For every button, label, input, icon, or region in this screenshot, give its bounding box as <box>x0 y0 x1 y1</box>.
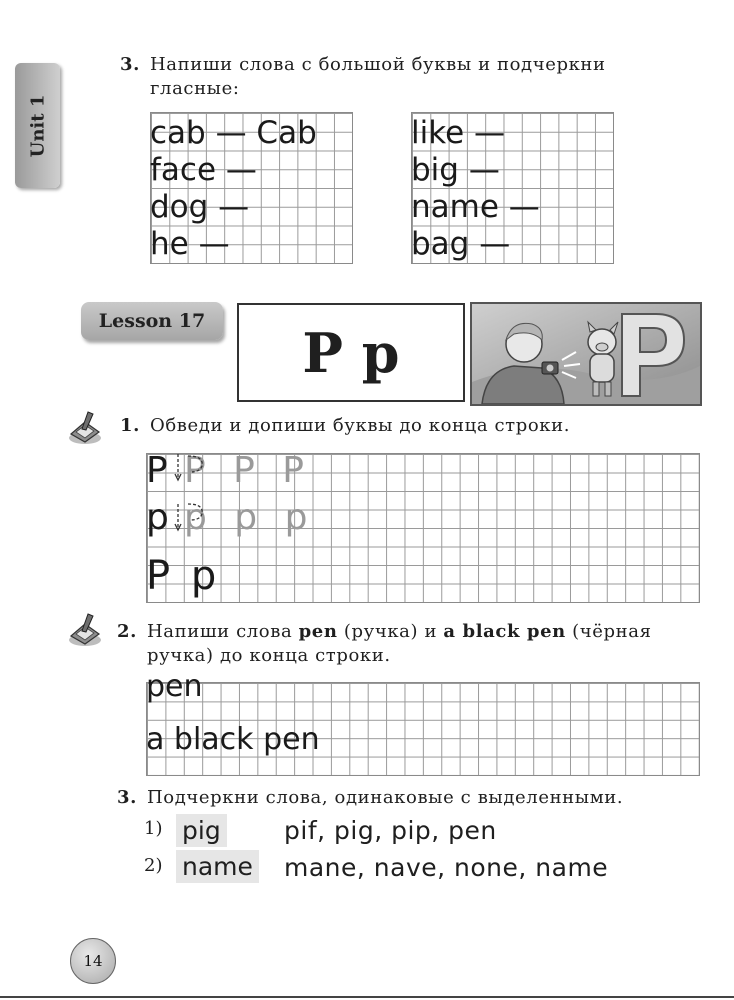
ex1-row3-letters: P p <box>146 553 221 599</box>
ex2-instruction <box>147 620 697 668</box>
ex1-row1-trace-letters: P P P <box>184 450 313 491</box>
stroke-direction-arrows-icon <box>172 448 212 538</box>
lesson-badge: Lesson 17 <box>81 302 223 340</box>
ex2-line-black-pen: a black pen <box>146 722 320 757</box>
ex3-instruction: Подчеркни слова, одинаковые с выделенными. <box>147 787 624 808</box>
ex3-item-target: pig <box>176 814 227 847</box>
lesson-illustration <box>470 302 702 406</box>
footer-divider <box>0 996 734 998</box>
ex3-top-word: he — <box>150 226 230 262</box>
ex3-top-line2: гласные: <box>150 78 240 99</box>
ex2-word-black-pen: a black pen <box>443 621 566 642</box>
ex2-number: 2. <box>117 621 137 642</box>
ex3-top-number: 3. <box>120 54 140 75</box>
boy-and-pig-illustration <box>472 304 700 404</box>
ex3-top-word: big — <box>411 152 500 188</box>
ex3-top-word: bag — <box>411 226 511 262</box>
ex2-line-pen: pen <box>146 669 203 704</box>
ex3-top-word: like — <box>411 115 505 151</box>
ex1-instruction: Обведи и допиши буквы до конца строки. <box>150 415 571 436</box>
ex3-item-options: mane, nave, none, name <box>284 853 609 882</box>
ex2-line2: ручка) до конца строки. <box>147 645 391 666</box>
ex3-top-instruction <box>150 53 690 101</box>
ex2-word-pen: pen <box>298 621 338 642</box>
ex3-item-number: 2) <box>144 855 163 876</box>
ex1-number: 1. <box>120 415 140 436</box>
ex3-top-word: cab — Cab <box>150 115 317 151</box>
ex3-item-target: name <box>176 850 259 883</box>
ex3-top-line1: Напиши слова с большой буквы и подчеркни <box>150 54 606 75</box>
ex3-top-word: face — <box>150 152 257 188</box>
ex1-row1-letter: P <box>146 450 168 491</box>
ex2-text-a: Напиши слова <box>147 621 299 642</box>
unit-tab <box>15 63 60 188</box>
pencil-book-icon <box>66 408 104 446</box>
ex3-item-number: 1) <box>144 818 163 839</box>
ex1-row2-letter: p <box>146 497 169 538</box>
pencil-book-icon <box>66 610 104 648</box>
unit-tab-label: Unit 1 <box>27 94 48 157</box>
ex3-number: 3. <box>117 787 137 808</box>
lesson-letters: P p <box>237 303 465 402</box>
ex3-top-word: dog — <box>150 189 250 225</box>
ex1-row2-trace-letters: p p p <box>184 497 316 538</box>
ex3-top-word: name — <box>411 189 540 225</box>
ex3-item-options: pif, pig, pip, pen <box>284 816 497 845</box>
ex2-text-c: (чёрная <box>565 621 652 642</box>
ex2-text-b: (ручка) и <box>337 621 444 642</box>
page-number: 14 <box>70 938 116 984</box>
